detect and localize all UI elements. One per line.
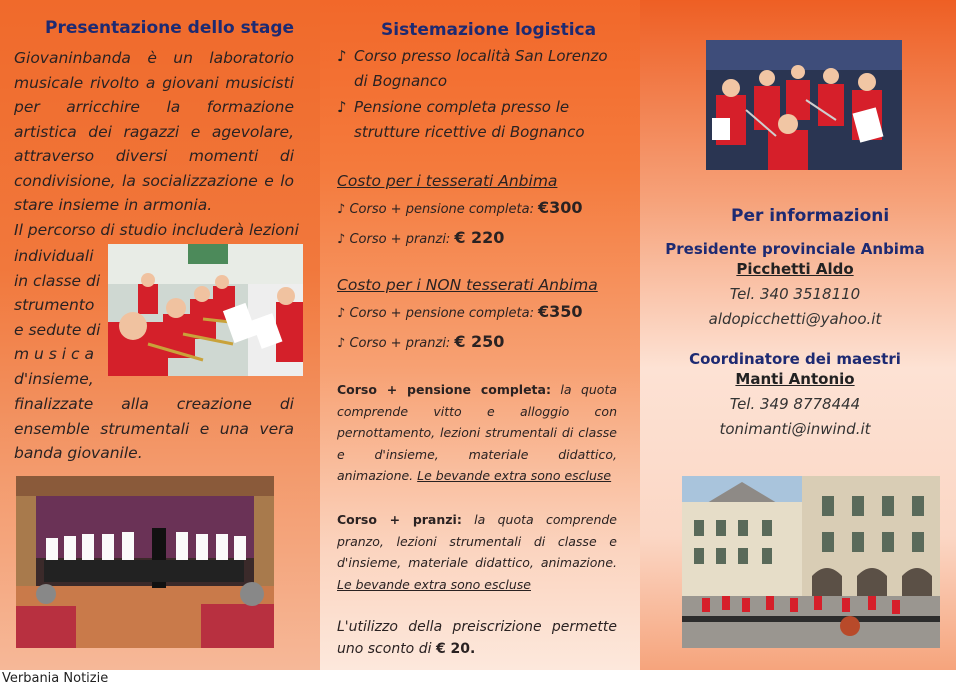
members-cost-heading: Costo per i tesserati Anbima (337, 172, 558, 190)
detail-lunch: Corso + pranzi: la quota comprende pranzo, lezioni strumentali di classe e d'insieme, materiale didattico, animazione. Le bevande extra sono escluse (337, 512, 617, 592)
source-caption: Verbania Notizie (2, 671, 109, 686)
music-note-icon: ♪ (337, 98, 347, 116)
members-price-full: ♪ Corso + pensione completa: €300 (337, 198, 583, 217)
non-members-price-full: ♪ Corso + pensione completa: €350 (337, 302, 583, 321)
contact-phone: Tel. 340 3518110 (729, 285, 861, 303)
contact-coordinator (660, 350, 930, 438)
music-note-icon: ♪ (337, 306, 346, 321)
bullet-board: ♪ Pensione completa presso le strutture ricettive di Bognanco (337, 95, 622, 145)
music-note-icon: ♪ (337, 202, 346, 217)
non-members-price-lunch: ♪ Corso + pranzi: € 250 (337, 332, 505, 351)
contact-email[interactable]: tonimanti@inwind.it (719, 420, 871, 438)
contact-phone: Tel. 349 8778444 (729, 395, 861, 413)
discount-note: L'utilizzo della preiscrizione permette uno sconto di € 20. (337, 619, 617, 657)
town-square-photo (682, 476, 940, 648)
contact-president (660, 240, 930, 328)
music-note-icon: ♪ (337, 47, 347, 65)
logistics-title: Sistemazione logistica (381, 20, 597, 40)
music-note-icon: ♪ (337, 232, 346, 247)
intro-text: Giovaninbanda è un laboratorio musicale rivolto a giovani musicisti per arricchire la formazione artistica dei ragazzi e agevolare, attraverso diversi momenti di condivisione, la socializzazione e lo stare insieme in armonia. Il percorso di studio includerà lezioni (14, 49, 299, 239)
music-note-icon: ♪ (337, 336, 346, 351)
detail-full-board: Corso + pensione completa: la quota comprende vitto e alloggio con pernottamento, lezioni strumentali di classe e d'insieme, materiale didattico, animazione. Le bevande extra sono escluse (337, 382, 618, 483)
wrap-lines: individuali in classe di strumento e sedute di m u s i c a d'insieme, (14, 247, 101, 388)
contact-email[interactable]: aldopicchetti@yahoo.it (708, 310, 882, 328)
presentation-title: Presentazione dello stage (45, 18, 295, 38)
contact-name: Manti Antonio (735, 370, 855, 388)
info-title: Per informazioni (731, 206, 890, 226)
contact-role: Presidente provinciale Anbima (665, 240, 925, 258)
contact-role: Coordinatore dei maestri (689, 350, 901, 368)
contact-name: Picchetti Aldo (736, 260, 854, 278)
youth-band-photo (706, 40, 902, 170)
non-members-cost-heading: Costo per i NON tesserati Anbima (337, 276, 598, 294)
concert-stage-photo (16, 476, 274, 648)
members-price-lunch: ♪ Corso + pranzi: € 220 (337, 228, 505, 247)
band-rehearsal-photo (108, 244, 303, 376)
after-text: finalizzate alla creazione di ensemble strumentali e una vera banda giovanile. (14, 395, 294, 462)
bullet-location: ♪ Corso presso località San Lorenzo di Bognanco (337, 44, 622, 94)
